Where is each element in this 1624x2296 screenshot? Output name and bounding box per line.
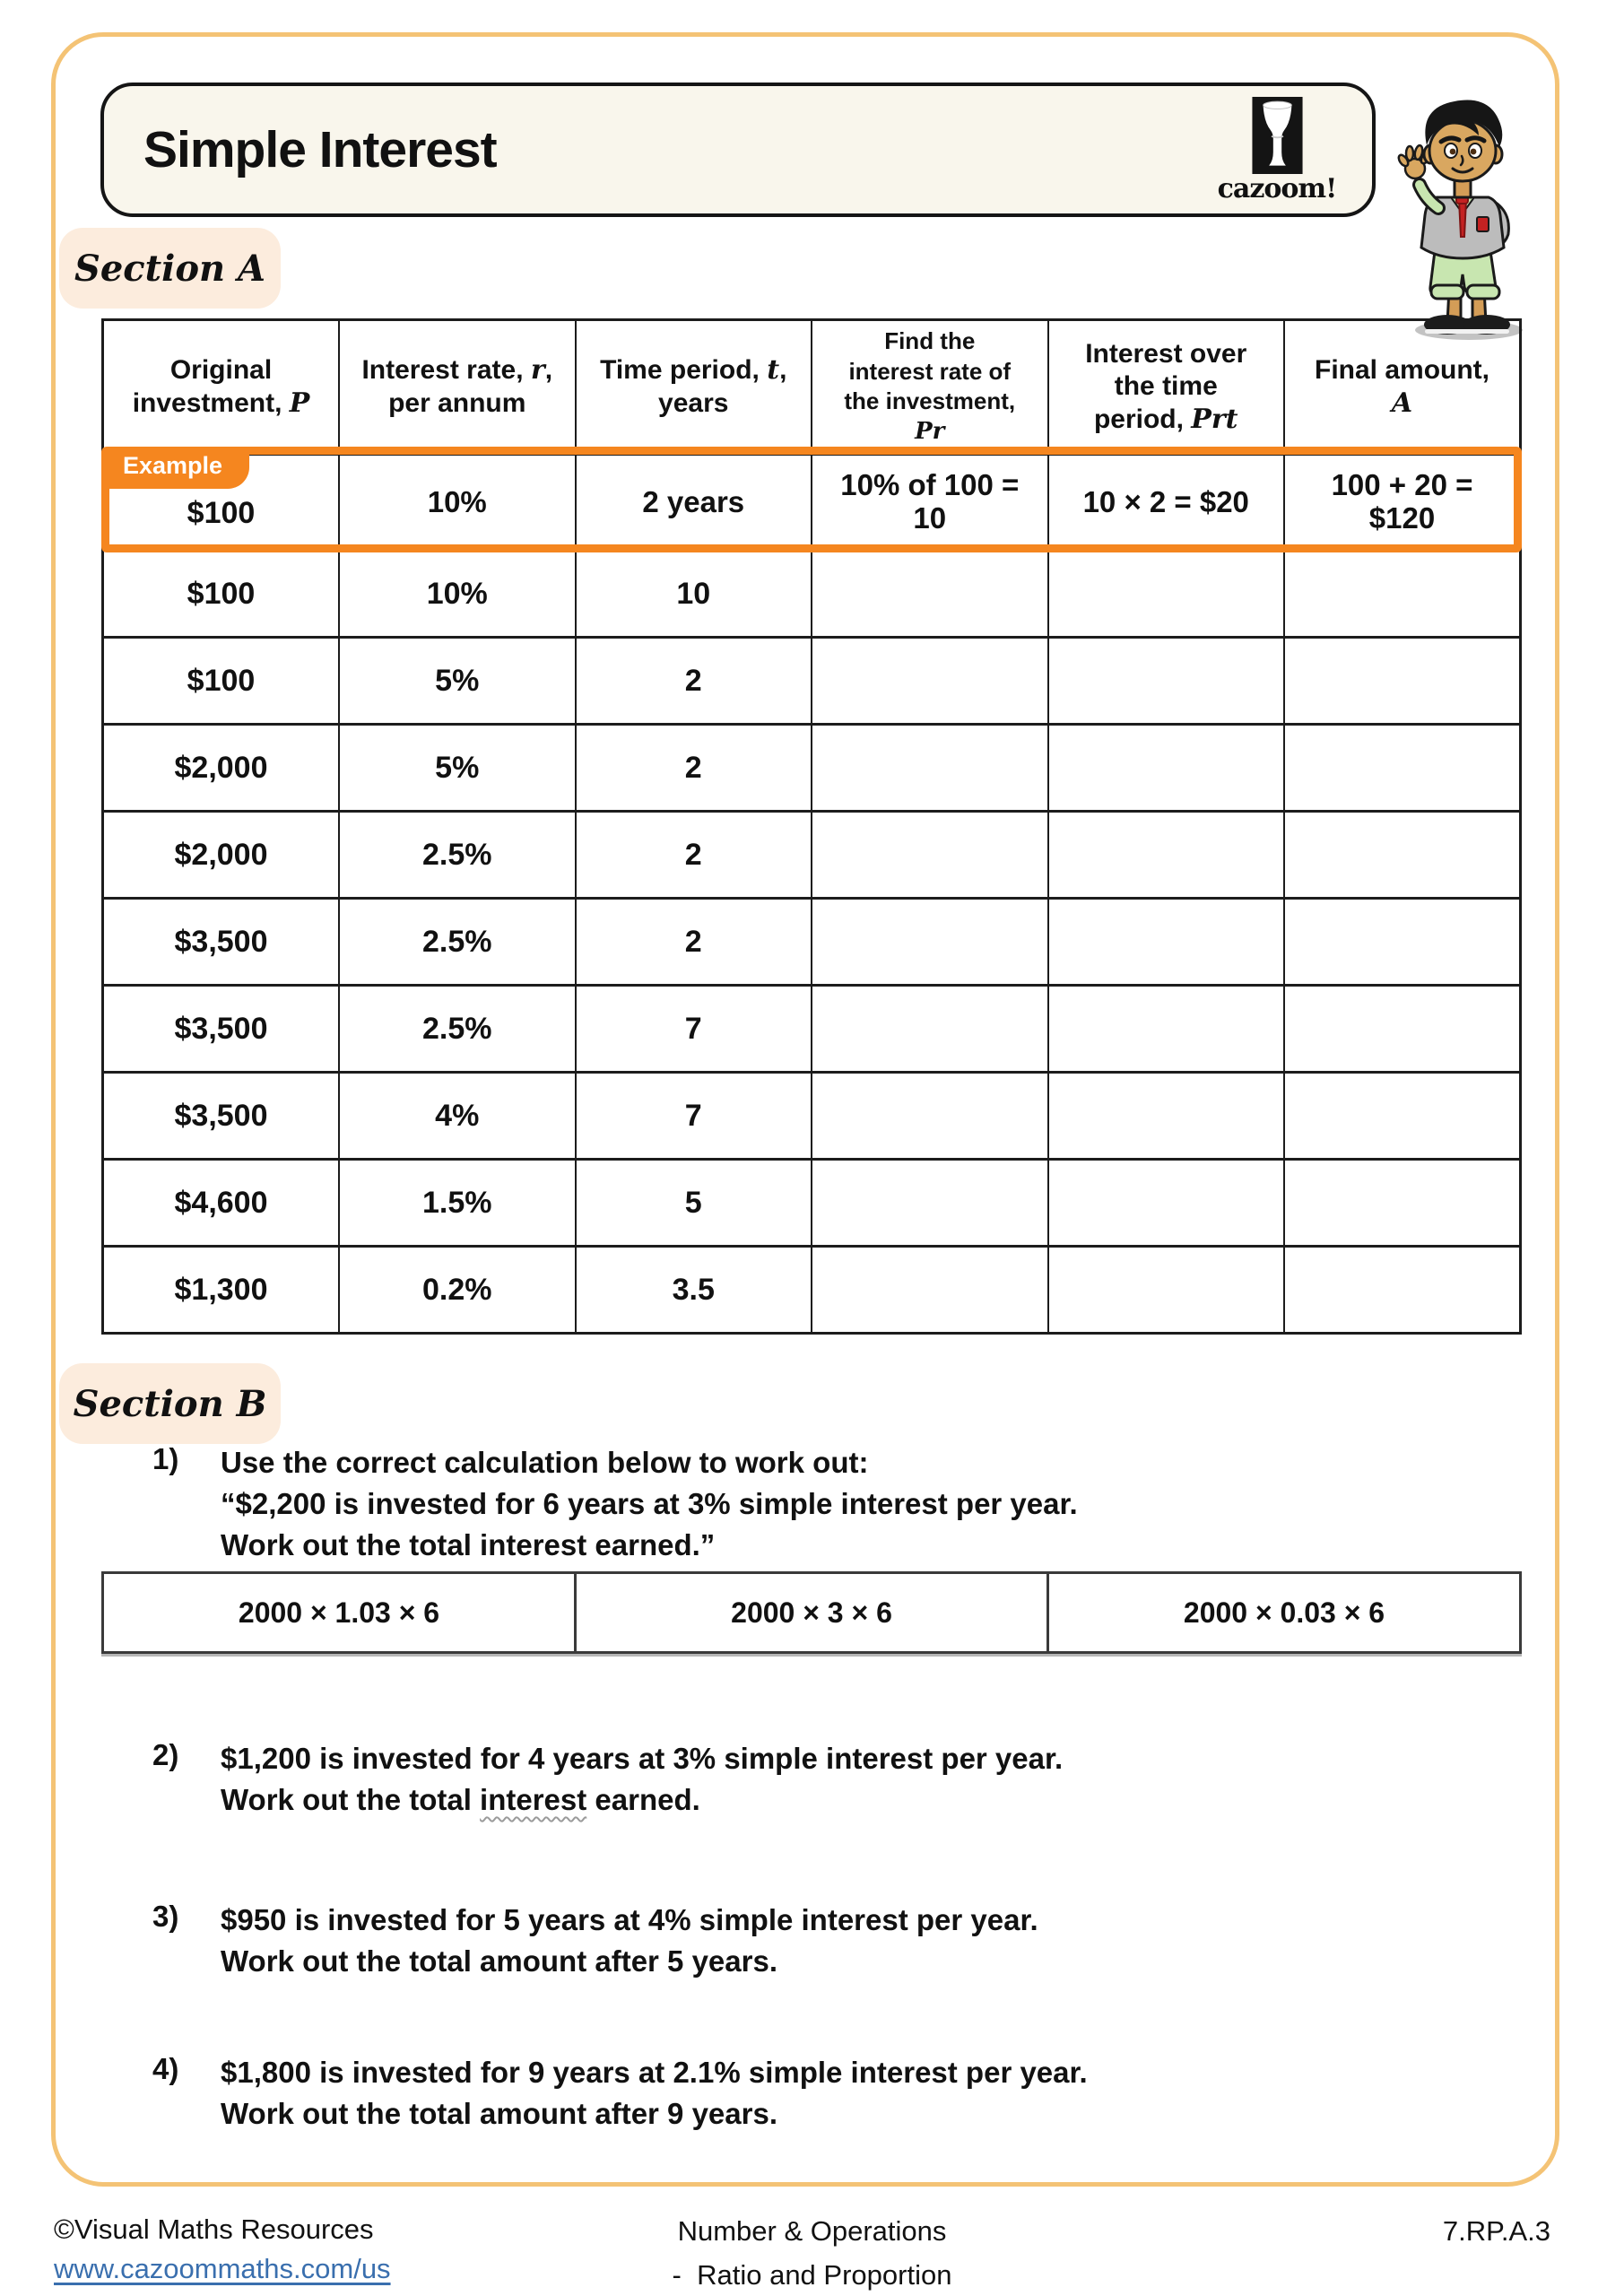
- value-cell: 3.5: [576, 1247, 812, 1334]
- value-cell: 5%: [339, 725, 576, 812]
- question-line: Work out the total interest earned.”: [221, 1528, 716, 1561]
- question-line: “$2,200 is invested for 6 years at 3% simple interest per year.: [221, 1487, 1078, 1520]
- answer-cell-empty: [1284, 1160, 1521, 1247]
- page-title: Simple Interest: [143, 121, 497, 178]
- answer-cell-empty: [812, 986, 1048, 1073]
- answer-cell-empty: [1048, 1073, 1285, 1160]
- answer-cell-empty: [812, 638, 1048, 725]
- question-line: $1,200 is invested for 4 years at 3% simple interest per year.: [221, 1742, 1064, 1775]
- value-cell: 0.2%: [339, 1247, 576, 1334]
- column-header: Time period, t, years: [576, 320, 812, 455]
- section-a-table-container: [101, 318, 1522, 1335]
- value-cell: $100: [103, 638, 340, 725]
- answer-cell-empty: [812, 551, 1048, 638]
- answer-cell-empty: [1284, 638, 1521, 725]
- table-row: [103, 812, 1521, 899]
- section-a-label: Section A: [59, 228, 281, 309]
- q1-answer-options: [101, 1571, 1522, 1654]
- cazoom-website-link[interactable]: www.cazoommaths.com/us: [54, 2253, 391, 2284]
- value-cell: 2: [576, 725, 812, 812]
- example-cell: $100: [103, 455, 340, 551]
- question-line: Use the correct calculation below to work out:: [221, 1446, 869, 1479]
- answer-cell-empty: [1284, 1247, 1521, 1334]
- answer-cell-empty: [1284, 899, 1521, 986]
- answer-cell-empty: [812, 899, 1048, 986]
- example-cell: 100 + 20 = $120: [1284, 455, 1521, 551]
- publisher-credit: ©Visual Maths Resources: [54, 2213, 374, 2245]
- calculation-option: 2000 × 1.03 × 6: [104, 1574, 574, 1651]
- value-cell: $2,000: [103, 725, 340, 812]
- answer-cell-empty: [812, 812, 1048, 899]
- table-row: [103, 986, 1521, 1073]
- answer-cell-empty: [1048, 1247, 1285, 1334]
- column-header: Interest rate, r, per annum: [339, 320, 576, 455]
- table-row: [103, 1247, 1521, 1334]
- answer-cell-empty: [812, 725, 1048, 812]
- answer-cell-empty: [1284, 551, 1521, 638]
- footer-category: Number & Operations: [677, 2215, 947, 2247]
- table-row: [103, 638, 1521, 725]
- answer-cell-empty: [1284, 812, 1521, 899]
- example-cell: 2 years: [576, 455, 812, 551]
- value-cell: 2.5%: [339, 812, 576, 899]
- answer-cell-empty: [1048, 899, 1285, 986]
- table-row: [103, 725, 1521, 812]
- question-number: 4): [152, 2052, 179, 2085]
- question-4: [152, 2052, 1088, 2135]
- column-header: Find the interest rate of the investment, Pr: [812, 320, 1048, 455]
- column-header: Original investment, P: [103, 320, 340, 455]
- column-header: Final amount, A: [1284, 320, 1521, 455]
- example-row: [103, 455, 1521, 551]
- schoolboy-character-illustration: [1379, 63, 1545, 345]
- value-cell: $3,500: [103, 986, 340, 1073]
- value-cell: 7: [576, 986, 812, 1073]
- example-badge: Example: [101, 447, 249, 489]
- value-cell: 10%: [339, 551, 576, 638]
- calculation-option: 2000 × 0.03 × 6: [1046, 1574, 1519, 1651]
- question-2: [152, 1738, 1063, 1821]
- table-header-row: [103, 320, 1521, 455]
- example-cell: 10%: [339, 455, 576, 551]
- value-cell: $100: [103, 551, 340, 638]
- value-cell: 10: [576, 551, 812, 638]
- djembe-drum-icon: [1252, 97, 1303, 174]
- value-cell: 2.5%: [339, 986, 576, 1073]
- answer-cell-empty: [1048, 1160, 1285, 1247]
- example-cell: 10 × 2 = $20: [1048, 455, 1285, 551]
- value-cell: 2.5%: [339, 899, 576, 986]
- value-cell: 2: [576, 638, 812, 725]
- answer-cell-empty: [812, 1247, 1048, 1334]
- value-cell: $3,500: [103, 1073, 340, 1160]
- question-number: 2): [152, 1738, 179, 1771]
- example-cell: 10% of 100 = 10: [812, 455, 1048, 551]
- section-a-table: [101, 318, 1522, 1335]
- value-cell: 2: [576, 899, 812, 986]
- value-cell: 1.5%: [339, 1160, 576, 1247]
- answer-cell-empty: [1048, 812, 1285, 899]
- value-cell: 4%: [339, 1073, 576, 1160]
- question-line: Work out the total amount after 5 years.: [221, 1944, 778, 1978]
- question-line: Work out the total amount after 9 years.: [221, 2097, 778, 2130]
- standard-code: 7.RP.A.3: [1442, 2215, 1550, 2247]
- footer-subcategory: - Ratio and Proportion: [672, 2259, 952, 2291]
- answer-cell-empty: [1048, 986, 1285, 1073]
- cazoom-logo-text: cazoom!: [1217, 173, 1337, 204]
- question-1: [152, 1442, 1078, 1566]
- question-number: 1): [152, 1442, 179, 1475]
- question-line: $950 is invested for 5 years at 4% simple interest per year.: [221, 1903, 1038, 1936]
- answer-cell-empty: [1048, 638, 1285, 725]
- column-header: Interest over the time period, Prt: [1048, 320, 1285, 455]
- calculation-option: 2000 × 3 × 6: [574, 1574, 1046, 1651]
- value-cell: 2: [576, 812, 812, 899]
- table-row: [103, 1160, 1521, 1247]
- value-cell: 5%: [339, 638, 576, 725]
- question-number: 3): [152, 1900, 179, 1933]
- table-row: [103, 551, 1521, 638]
- table-row: [103, 1073, 1521, 1160]
- answer-cell-empty: [1284, 986, 1521, 1073]
- value-cell: $2,000: [103, 812, 340, 899]
- table-row: [103, 899, 1521, 986]
- value-cell: $3,500: [103, 899, 340, 986]
- question-3: [152, 1900, 1038, 1982]
- value-cell: 5: [576, 1160, 812, 1247]
- question-line: Work out the total interest earned.: [221, 1783, 700, 1816]
- worksheet-title-card: [100, 83, 1376, 217]
- cazoom-logo: [1205, 97, 1349, 204]
- answer-cell-empty: [1284, 725, 1521, 812]
- answer-cell-empty: [1048, 725, 1285, 812]
- question-line: $1,800 is invested for 9 years at 2.1% simple interest per year.: [221, 2056, 1088, 2089]
- value-cell: $4,600: [103, 1160, 340, 1247]
- answer-cell-empty: [812, 1160, 1048, 1247]
- answer-cell-empty: [1048, 551, 1285, 638]
- value-cell: $1,300: [103, 1247, 340, 1334]
- value-cell: 7: [576, 1073, 812, 1160]
- answer-cell-empty: [812, 1073, 1048, 1160]
- answer-cell-empty: [1284, 1073, 1521, 1160]
- section-b-label: Section B: [59, 1363, 281, 1444]
